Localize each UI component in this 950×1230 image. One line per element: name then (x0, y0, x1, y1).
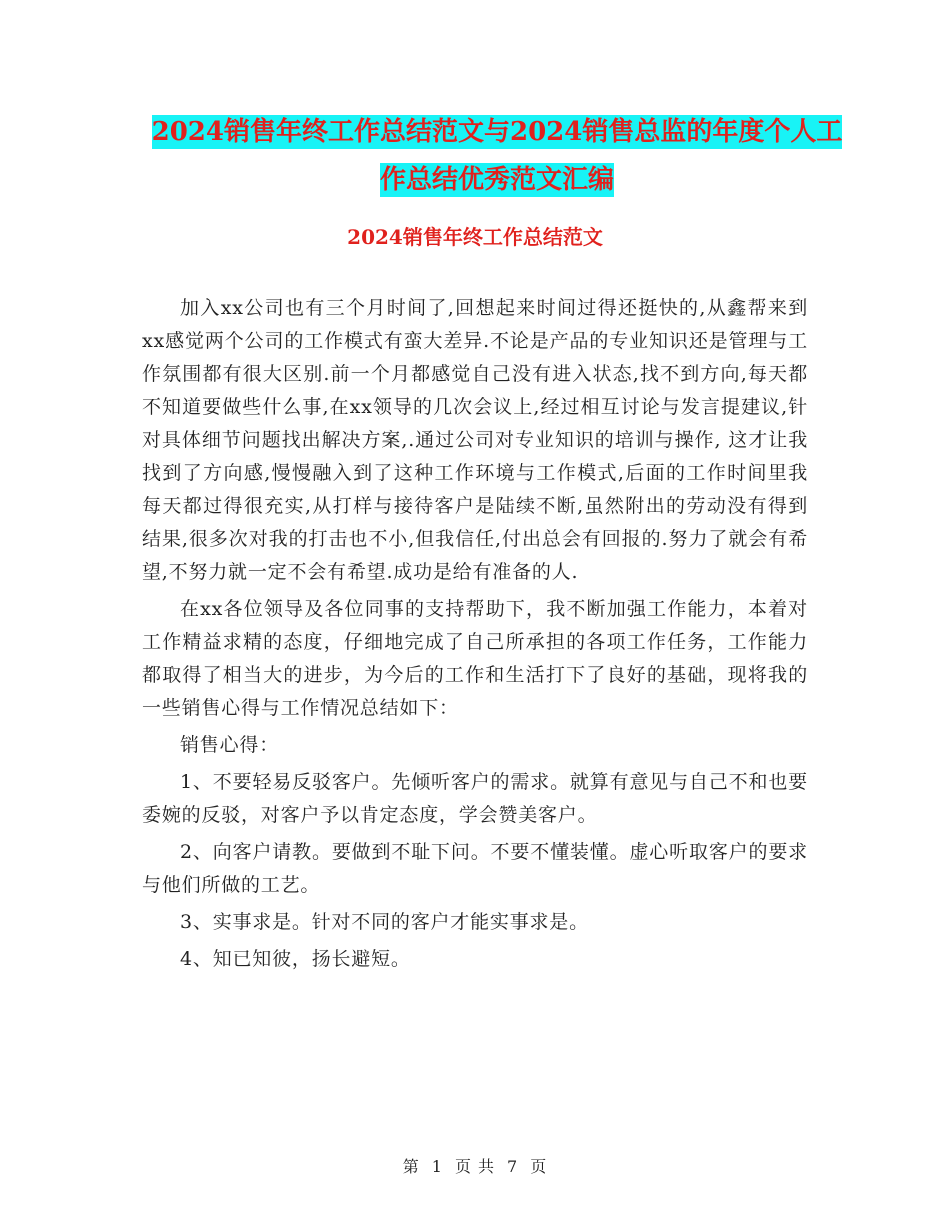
list-item: 1、不要轻易反驳客户。先倾听客户的需求。就算有意见与自己不和也要委婉的反驳，对客户予以肯定态度，学会赞美客户。 (142, 771, 808, 826)
footer-middle: 页 共 (454, 1157, 496, 1176)
footer-prefix: 第 (402, 1157, 420, 1176)
paragraph-support: 在xx各位领导及各位同事的支持帮助下，我不断加强工作能力，本着对工作精益求精的态度，仔细地完成了自己所承担的各项工作任务，工作能力都取得了相当大的进步，为今后的工作和生活打下了良好的基础，现将我的一些销售心得与工作情况总结如下： (142, 598, 808, 719)
document-title-text: 2024销售年终工作总结范文与2024销售总监的年度个人工作总结优秀范文汇编 (151, 117, 843, 195)
list-item: 2、向客户请教。要做到不耻下问。不要不懂装懂。虚心听取客户的要求与他们所做的工艺。 (142, 841, 808, 896)
footer-suffix: 页 (530, 1157, 548, 1176)
document-body (142, 292, 808, 980)
document-title (140, 108, 854, 204)
footer-page-number: 1 (431, 1157, 443, 1176)
footer-total-pages: 7 (507, 1157, 519, 1176)
list-item: 3、实事求是。针对不同的客户才能实事求是。 (180, 911, 589, 933)
section-title: 2024销售年终工作总结范文 (347, 225, 603, 249)
paragraph-heading-sales: 销售心得： (180, 734, 280, 756)
page-footer (0, 1154, 950, 1177)
paragraph-intro: 加入xx公司也有三个月时间了,回想起来时间过得还挺快的,从鑫帮来到xx感觉两个公司的工作模式有蛮大差异.不论是产品的专业知识还是管理与工作氛围都有很大区别.前一个月都感觉自己没有进入状态,找不到方向,每天都不知道要做些什么事,在xx领导的几次会议上,经过相互讨论与发言提建议,针对具体细节问题找出解决方案,.通过公司对专业知识的培训与操作, 这才让我找到了方向感,慢慢融入到了这种工作环境与工作模式,后面的工作时间里我每天都过得很充实,从打样与接待客户是陆续不断,虽然附出的劳动没有得到结果,很多次对我的打击也不小,但我信任,付出总会有回报的.努力了就会有希望,不努力就一定不会有希望.成功是给有准备的人. (142, 297, 808, 583)
list-item: 4、知已知彼，扬长避短。 (180, 948, 411, 970)
